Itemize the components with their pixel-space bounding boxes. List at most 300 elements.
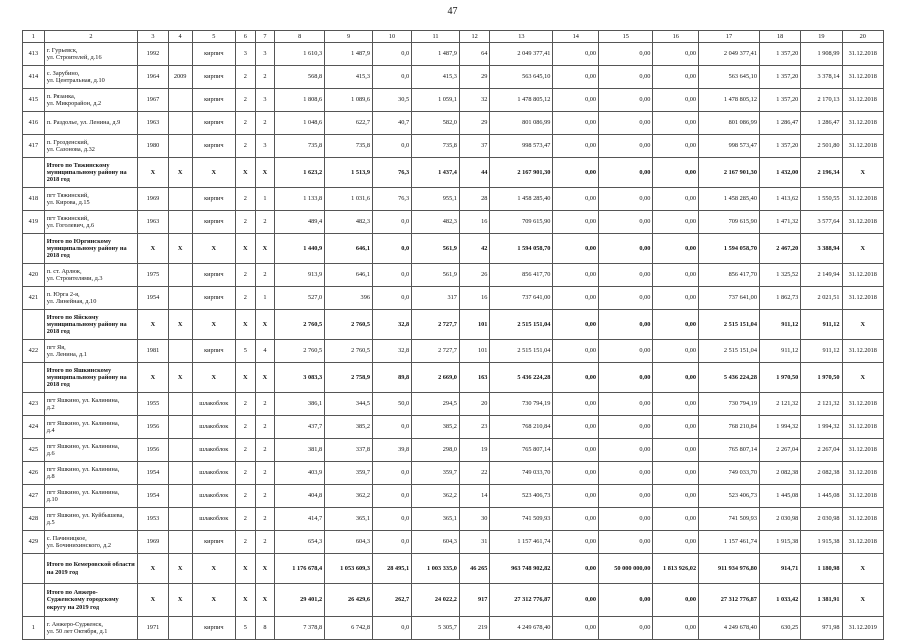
table-cell: 2 — [255, 211, 275, 234]
table-cell — [23, 554, 45, 584]
table-cell: 415 — [23, 89, 45, 112]
table-cell: 381,8 — [275, 439, 325, 462]
table-cell: 0,00 — [599, 617, 653, 640]
table-cell: 2 760,5 — [325, 310, 373, 340]
total-row — [23, 363, 884, 393]
table-cell: 604,3 — [325, 531, 373, 554]
column-number: 4 — [168, 31, 192, 43]
table-cell: 3 — [255, 135, 275, 158]
table-cell: 2 267,04 — [759, 439, 800, 462]
table-cell: 2 — [236, 188, 256, 211]
table-cell: 0,00 — [653, 584, 699, 617]
table-cell: 39,8 — [373, 439, 412, 462]
table-cell: 1981 — [138, 340, 168, 363]
table-cell: 1 994,32 — [759, 416, 800, 439]
table-cell: 415,3 — [325, 66, 373, 89]
table-cell: 0,00 — [599, 112, 653, 135]
column-number: 6 — [236, 31, 256, 43]
table-cell: 1 458 285,40 — [699, 188, 760, 211]
table-row — [23, 508, 884, 531]
table-cell — [168, 89, 192, 112]
table-cell: 50,0 — [373, 393, 412, 416]
table-cell: пгт Яшкино, ул. Калинина, д.2 — [44, 393, 137, 416]
table-cell: X — [138, 234, 168, 264]
table-cell: 2 121,32 — [759, 393, 800, 416]
table-cell: 0,00 — [653, 439, 699, 462]
table-cell: 46 265 — [459, 554, 489, 584]
table-cell: 913,9 — [275, 264, 325, 287]
table-row — [23, 393, 884, 416]
table-cell: 2 — [236, 531, 256, 554]
table-cell — [168, 439, 192, 462]
table-cell: 31.12.2018 — [842, 211, 883, 234]
table-cell: Итого по Анжеро-Судженскому городскому округу на 2019 год — [44, 584, 137, 617]
table-cell: 604,3 — [412, 531, 460, 554]
table-cell: X — [168, 584, 192, 617]
table-cell: 1 053 609,3 — [325, 554, 373, 584]
table-cell: 101 — [459, 310, 489, 340]
table-cell: 0,00 — [553, 340, 599, 363]
table-cell: 1 437,4 — [412, 158, 460, 188]
table-cell: X — [236, 234, 256, 264]
table-cell: Итого по Тяжинскому муниципальному району на 2018 год — [44, 158, 137, 188]
table-cell: 1971 — [138, 617, 168, 640]
table-cell: 101 — [459, 340, 489, 363]
table-cell: X — [842, 363, 883, 393]
table-cell: X — [192, 310, 235, 340]
table-cell: 709 615,90 — [490, 211, 553, 234]
table-cell: 262,7 — [373, 584, 412, 617]
column-number: 10 — [373, 31, 412, 43]
table-cell — [23, 584, 45, 617]
table-cell: 735,8 — [412, 135, 460, 158]
table-cell: X — [255, 363, 275, 393]
table-row — [23, 287, 884, 310]
table-cell: 418 — [23, 188, 45, 211]
table-cell: 1964 — [138, 66, 168, 89]
table-cell: 365,1 — [412, 508, 460, 531]
page-number: 47 — [447, 6, 458, 17]
table-cell: 414,7 — [275, 508, 325, 531]
table-cell: с. Пачиницкое, ул. Бочинихинского, д.2 — [44, 531, 137, 554]
table-cell: пгт Яя, ул. Ленина, д.1 — [44, 340, 137, 363]
table-cell: 31.12.2018 — [842, 462, 883, 485]
table-cell: 27 312 776,87 — [699, 584, 760, 617]
table-cell: 0,00 — [553, 234, 599, 264]
table-cell: 1954 — [138, 287, 168, 310]
table-cell: 1 — [23, 617, 45, 640]
table-row — [23, 264, 884, 287]
table-cell: 0,00 — [553, 584, 599, 617]
table-cell: X — [192, 584, 235, 617]
table-cell: 0,00 — [653, 393, 699, 416]
table-cell: 1 381,91 — [801, 584, 842, 617]
table-cell: 0,00 — [599, 43, 653, 66]
table-cell: 1 357,20 — [759, 66, 800, 89]
table-cell: 0,0 — [373, 264, 412, 287]
table-cell: кирпич — [192, 188, 235, 211]
table-cell: 5 436 224,28 — [490, 363, 553, 393]
table-cell: 911,12 — [801, 340, 842, 363]
table-cell: 801 086,99 — [490, 112, 553, 135]
column-number: 15 — [599, 31, 653, 43]
table-cell: 0,00 — [553, 211, 599, 234]
table-cell: 1 478 805,12 — [699, 89, 760, 112]
table-cell: 2 — [255, 66, 275, 89]
table-cell — [168, 617, 192, 640]
table-cell: 2 515 151,04 — [699, 340, 760, 363]
table-cell: 0,00 — [653, 43, 699, 66]
table-cell: 2 515 151,04 — [490, 340, 553, 363]
table-cell: кирпич — [192, 531, 235, 554]
table-cell: 89,8 — [373, 363, 412, 393]
total-row — [23, 234, 884, 264]
table-cell: с. Зарубино, ул. Центральная, д.10 — [44, 66, 137, 89]
table-cell: X — [168, 363, 192, 393]
table-cell: 0,00 — [653, 112, 699, 135]
table-cell: 403,9 — [275, 462, 325, 485]
table-cell: 0,0 — [373, 617, 412, 640]
table-cell: пгт Тяжинский, ул. Кирова, д.15 — [44, 188, 137, 211]
table-cell: 365,1 — [325, 508, 373, 531]
table-cell: X — [255, 584, 275, 617]
table-cell: шлакоблок — [192, 485, 235, 508]
table-cell: 0,00 — [653, 158, 699, 188]
table-cell: 359,7 — [325, 462, 373, 485]
table-cell: 2 758,9 — [325, 363, 373, 393]
table-cell: 163 — [459, 363, 489, 393]
table-cell: X — [255, 158, 275, 188]
table-cell: 0,00 — [599, 485, 653, 508]
table-cell: 1 594 058,70 — [490, 234, 553, 264]
table-cell: 0,00 — [653, 66, 699, 89]
table-cell: 2 — [236, 416, 256, 439]
table-cell: 31.12.2018 — [842, 340, 883, 363]
table-cell: 23 — [459, 416, 489, 439]
total-row — [23, 584, 884, 617]
table-cell: 0,00 — [599, 584, 653, 617]
table-cell: 29 — [459, 66, 489, 89]
table-cell: 0,00 — [599, 416, 653, 439]
table-cell: 50 000 000,00 — [599, 554, 653, 584]
table-cell: 44 — [459, 158, 489, 188]
column-number: 8 — [275, 31, 325, 43]
table-cell: 1963 — [138, 112, 168, 135]
table-cell: 26 429,6 — [325, 584, 373, 617]
table-cell: 0,00 — [599, 462, 653, 485]
table-cell: 2 727,7 — [412, 310, 460, 340]
table-cell: 1 031,6 — [325, 188, 373, 211]
table-cell: 523 406,73 — [490, 485, 553, 508]
column-number: 18 — [759, 31, 800, 43]
table-cell — [168, 264, 192, 287]
table-row — [23, 112, 884, 135]
table-cell: кирпич — [192, 43, 235, 66]
table-cell: 1 478 805,12 — [490, 89, 553, 112]
table-row — [23, 43, 884, 66]
column-number: 1 — [23, 31, 45, 43]
table-cell: 1 445,08 — [801, 485, 842, 508]
table-cell: 0,00 — [553, 485, 599, 508]
table-cell: кирпич — [192, 135, 235, 158]
table-cell: 1 286,47 — [759, 112, 800, 135]
table-cell: п. ст. Арлюк, ул. Строителями, д.3 — [44, 264, 137, 287]
table-cell: п. Грозденский, ул. Сазонова, д.32 — [44, 135, 137, 158]
table-cell: кирпич — [192, 112, 235, 135]
table-cell: 0,00 — [599, 531, 653, 554]
table-cell: 0,0 — [373, 531, 412, 554]
table-cell: 749 033,70 — [490, 462, 553, 485]
table-cell: 424 — [23, 416, 45, 439]
table-cell: 27 312 776,87 — [490, 584, 553, 617]
table-cell: X — [255, 554, 275, 584]
table-cell: 1 994,32 — [801, 416, 842, 439]
table-cell: 0,00 — [553, 66, 599, 89]
table-cell: 0,00 — [553, 393, 599, 416]
table-cell: 971,98 — [801, 617, 842, 640]
table-cell: X — [842, 310, 883, 340]
table-cell: 963 748 902,82 — [490, 554, 553, 584]
table-cell: 0,00 — [553, 112, 599, 135]
table-row — [23, 416, 884, 439]
table-cell: 561,9 — [412, 264, 460, 287]
table-cell: 630,25 — [759, 617, 800, 640]
table-cell — [168, 393, 192, 416]
table-cell: 0,00 — [553, 617, 599, 640]
table-row — [23, 340, 884, 363]
table-cell: 0,00 — [553, 462, 599, 485]
table-cell: 1 594 058,70 — [699, 234, 760, 264]
table-cell: 386,1 — [275, 393, 325, 416]
table-cell: 8 — [255, 617, 275, 640]
table-cell: кирпич — [192, 89, 235, 112]
table-cell: 31.12.2018 — [842, 66, 883, 89]
table-cell: 0,00 — [553, 135, 599, 158]
table-row — [23, 439, 884, 462]
table-cell: 1 487,9 — [325, 43, 373, 66]
table-cell: 0,0 — [373, 462, 412, 485]
table-cell: 396 — [325, 287, 373, 310]
table-row — [23, 66, 884, 89]
table-cell — [168, 416, 192, 439]
table-cell: 0,00 — [599, 287, 653, 310]
table-cell: шлакоблок — [192, 462, 235, 485]
table-cell: 1 059,1 — [412, 89, 460, 112]
table-cell: 2 — [236, 287, 256, 310]
table-cell: 1 — [255, 188, 275, 211]
table-cell: 30 — [459, 508, 489, 531]
total-row — [23, 158, 884, 188]
table-cell: 741 509,93 — [490, 508, 553, 531]
table-cell — [23, 363, 45, 393]
table-cell: 0,00 — [553, 89, 599, 112]
table-cell: 1 513,9 — [325, 158, 373, 188]
table-cell: 31.12.2018 — [842, 439, 883, 462]
table-cell: 1 908,99 — [801, 43, 842, 66]
table-cell: 0,00 — [653, 363, 699, 393]
table-cell: X — [236, 363, 256, 393]
table-cell: п. Раздолье, ул. Ленина, д.9 — [44, 112, 137, 135]
table-cell: 2 196,34 — [801, 158, 842, 188]
table-cell: 768 210,84 — [699, 416, 760, 439]
table-cell: 0,0 — [373, 287, 412, 310]
table-cell: 0,00 — [653, 508, 699, 531]
table-cell: 0,00 — [653, 188, 699, 211]
table-cell: 568,8 — [275, 66, 325, 89]
table-cell: 737 641,00 — [699, 287, 760, 310]
table-cell: 426 — [23, 462, 45, 485]
table-cell: 0,00 — [653, 287, 699, 310]
table-cell: 7 378,8 — [275, 617, 325, 640]
table-cell: Итого по Кемеровской области на 2019 год — [44, 554, 137, 584]
column-number-row — [23, 31, 884, 43]
table-cell: 2 167 901,30 — [490, 158, 553, 188]
table-cell: 2 049 377,41 — [699, 43, 760, 66]
table-cell: 0,00 — [653, 531, 699, 554]
table-cell: 2 — [255, 112, 275, 135]
table-cell: 385,2 — [325, 416, 373, 439]
table-cell — [23, 158, 45, 188]
table-cell: 1 048,6 — [275, 112, 325, 135]
table-cell: 563 645,10 — [490, 66, 553, 89]
table-cell: 911 934 976,80 — [699, 554, 760, 584]
table-cell: 998 573,47 — [699, 135, 760, 158]
table-cell: 0,00 — [553, 310, 599, 340]
table-cell — [168, 43, 192, 66]
table-cell: 0,00 — [553, 287, 599, 310]
table-cell: 955,1 — [412, 188, 460, 211]
table-cell: 2 515 151,04 — [699, 310, 760, 340]
table-cell: 1 487,9 — [412, 43, 460, 66]
table-cell: X — [168, 234, 192, 264]
table-cell: 19 — [459, 439, 489, 462]
table-cell: 31.12.2018 — [842, 112, 883, 135]
table-cell: 423 — [23, 393, 45, 416]
table-body — [23, 31, 884, 640]
table-row — [23, 211, 884, 234]
table-cell: X — [842, 234, 883, 264]
table-cell: 3 — [255, 43, 275, 66]
table-cell: X — [192, 158, 235, 188]
table-cell: 914,71 — [759, 554, 800, 584]
column-number: 17 — [699, 31, 760, 43]
table-cell: 22 — [459, 462, 489, 485]
table-cell: 1954 — [138, 462, 168, 485]
table-cell: 2 — [255, 462, 275, 485]
table-cell: 917 — [459, 584, 489, 617]
table-cell: 2 — [255, 439, 275, 462]
table-cell: 2009 — [168, 66, 192, 89]
table-cell: 31.12.2018 — [842, 135, 883, 158]
table-cell: 417 — [23, 135, 45, 158]
table-cell: 2 — [255, 264, 275, 287]
table-cell: 1 357,20 — [759, 43, 800, 66]
table-cell: кирпич — [192, 264, 235, 287]
table-cell: 0,00 — [553, 158, 599, 188]
table-cell: X — [138, 554, 168, 584]
table-cell: кирпич — [192, 287, 235, 310]
table-cell: 2 — [236, 66, 256, 89]
table-cell: шлакоблок — [192, 439, 235, 462]
table-cell — [168, 188, 192, 211]
table-cell: 1954 — [138, 485, 168, 508]
table-cell: 427 — [23, 485, 45, 508]
table-cell: 20 — [459, 393, 489, 416]
table-cell: 31.12.2018 — [842, 89, 883, 112]
table-cell: 801 086,99 — [699, 112, 760, 135]
table-cell: 31.12.2018 — [842, 416, 883, 439]
column-number: 9 — [325, 31, 373, 43]
table-cell: X — [168, 310, 192, 340]
table-row — [23, 531, 884, 554]
table-cell: пгт Яшкино, ул. Куйбышева, д.5 — [44, 508, 137, 531]
table-cell: 735,8 — [275, 135, 325, 158]
table-cell: X — [192, 554, 235, 584]
table-cell: 2 030,98 — [759, 508, 800, 531]
table-cell: X — [138, 363, 168, 393]
table-cell: 1 286,47 — [801, 112, 842, 135]
table-cell: 563 645,10 — [699, 66, 760, 89]
table-cell: 40,7 — [373, 112, 412, 135]
table-cell: 337,8 — [325, 439, 373, 462]
table-cell: 31.12.2018 — [842, 264, 883, 287]
table-cell — [168, 485, 192, 508]
table-cell: 6 742,8 — [325, 617, 373, 640]
column-number: 7 — [255, 31, 275, 43]
table-cell: 0,00 — [653, 340, 699, 363]
table-cell: 42 — [459, 234, 489, 264]
table-cell: 5 — [236, 340, 256, 363]
table-cell: 294,5 — [412, 393, 460, 416]
table-cell: 0,00 — [599, 340, 653, 363]
table-cell: 582,0 — [412, 112, 460, 135]
table-cell: 2 082,38 — [759, 462, 800, 485]
table-cell: 0,00 — [653, 462, 699, 485]
table-cell: 2 149,94 — [801, 264, 842, 287]
table-cell: 362,2 — [325, 485, 373, 508]
table-cell: г. Гурьевск, ул. Строителей, д.16 — [44, 43, 137, 66]
table-cell: 2 760,5 — [325, 340, 373, 363]
table-cell: X — [138, 584, 168, 617]
table-cell: 2 167 901,30 — [699, 158, 760, 188]
table-cell: 0,00 — [653, 89, 699, 112]
table-cell: 0,00 — [553, 188, 599, 211]
table-cell: 5 436 224,28 — [699, 363, 760, 393]
table-cell: 735,8 — [325, 135, 373, 158]
table-row — [23, 462, 884, 485]
table-cell: 4 — [255, 340, 275, 363]
table-cell: 317 — [412, 287, 460, 310]
table-cell: 421 — [23, 287, 45, 310]
table-cell: 1 033,42 — [759, 584, 800, 617]
table-cell: 414 — [23, 66, 45, 89]
table-cell: 709 615,90 — [699, 211, 760, 234]
table-row — [23, 617, 884, 640]
table-cell: пгт Яшкино, ул. Калинина, д.4 — [44, 416, 137, 439]
table-cell: 1969 — [138, 531, 168, 554]
table-cell: 856 417,70 — [699, 264, 760, 287]
table-cell: X — [168, 554, 192, 584]
table-cell — [168, 135, 192, 158]
table-cell: 0,00 — [653, 485, 699, 508]
table-cell: X — [192, 234, 235, 264]
table-cell: кирпич — [192, 340, 235, 363]
table-cell: 2 — [236, 135, 256, 158]
table-cell: 1 915,38 — [801, 531, 842, 554]
table-cell: 2 — [236, 439, 256, 462]
table-cell: Итого по Юргинскому муниципальному району на 2018 год — [44, 234, 137, 264]
table-cell: 0,0 — [373, 508, 412, 531]
